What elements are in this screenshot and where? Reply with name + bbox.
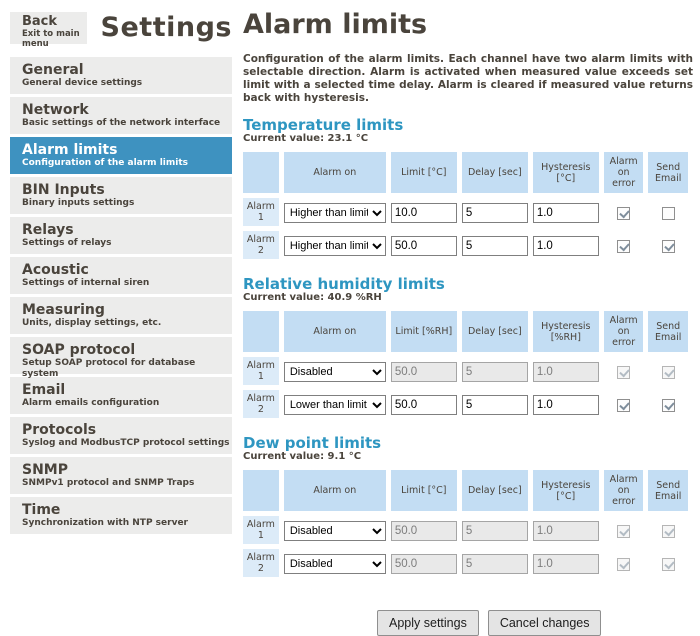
col-header-alarm-on-error: Alarm on error (604, 470, 644, 511)
page-description: Configuration of the alarm limits. Each channel have two alarm limits with selectable direction. Alarm is activated when measured value exceeds set limit with a selected time delay. Alarm is cleared if measured value returns back with hysteresis. (243, 53, 693, 104)
sidebar-item-title: General (22, 62, 84, 78)
col-header-hysteresis: Hysteresis [°C] (533, 470, 599, 511)
sidebar-item-title: SOAP protocol (22, 342, 136, 358)
send-email-checkbox[interactable] (662, 207, 675, 220)
sidebar-item-snmp[interactable] (10, 457, 232, 494)
sidebar-item-subtitle: Binary inputs settings (22, 198, 135, 208)
section-title: Relative humidity limits (243, 275, 445, 293)
table-row (243, 390, 688, 418)
alarm-on-select[interactable] (284, 362, 386, 382)
alarm-on-select[interactable] (284, 236, 386, 256)
alarm-on-error-checkbox[interactable] (617, 558, 630, 571)
alarm-on-select[interactable] (284, 554, 386, 574)
table-row (243, 357, 688, 385)
table-header-row (243, 311, 688, 352)
sidebar-item-subtitle: Settings of internal siren (22, 278, 150, 288)
sidebar-item-title: Network (22, 102, 89, 118)
humidity-limits-table (238, 306, 693, 423)
hysteresis-input[interactable] (533, 236, 599, 256)
hysteresis-input[interactable] (533, 395, 599, 415)
send-email-checkbox[interactable] (662, 399, 675, 412)
alarm-on-select[interactable] (284, 395, 386, 415)
sidebar-item-title: SNMP (22, 462, 68, 478)
row-label: Alarm 1 (243, 357, 279, 385)
table-row (243, 516, 688, 544)
back-button-title: Back (22, 14, 58, 29)
limit-input[interactable] (391, 521, 457, 541)
sidebar-item-subtitle: Alarm emails configuration (22, 398, 160, 408)
send-email-checkbox[interactable] (662, 366, 675, 379)
limit-input[interactable] (391, 203, 457, 223)
left-column (10, 12, 232, 537)
col-header-delay: Delay [sec] (462, 311, 528, 352)
hysteresis-input[interactable] (533, 203, 599, 223)
delay-input[interactable] (462, 203, 528, 223)
delay-input[interactable] (462, 236, 528, 256)
sidebar-item-subtitle: Syslog and ModbusTCP protocol settings (22, 438, 230, 448)
table-header-row (243, 470, 688, 511)
table-header-row (243, 152, 688, 193)
row-label: Alarm 2 (243, 390, 279, 418)
delay-input[interactable] (462, 554, 528, 574)
sidebar-menu (10, 57, 232, 534)
sidebar-item-acoustic[interactable] (10, 257, 232, 294)
col-header-hysteresis: Hysteresis [%RH] (533, 311, 599, 352)
col-header-alarm-on: Alarm on (284, 470, 386, 511)
cancel-changes-button[interactable]: Cancel changes (488, 610, 602, 636)
section-title: Dew point limits (243, 434, 382, 452)
button-row (377, 610, 693, 636)
alarm-on-error-checkbox[interactable] (617, 207, 630, 220)
dew-point-limits-table (238, 465, 693, 582)
alarm-on-error-checkbox[interactable] (617, 366, 630, 379)
col-header-send-email: Send Email (648, 311, 688, 352)
col-header-limit: Limit [%RH] (391, 311, 457, 352)
sidebar-item-title: Relays (22, 222, 74, 238)
sidebar-item-measuring[interactable] (10, 297, 232, 334)
hysteresis-input[interactable] (533, 521, 599, 541)
table-row (243, 231, 688, 259)
temperature-limits-section (243, 117, 693, 264)
sidebar-item-title: BIN Inputs (22, 182, 105, 198)
limit-input[interactable] (391, 395, 457, 415)
delay-input[interactable] (462, 362, 528, 382)
col-header-send-email: Send Email (648, 470, 688, 511)
col-header-delay: Delay [sec] (462, 152, 528, 193)
sidebar-item-relays[interactable] (10, 217, 232, 254)
row-label: Alarm 2 (243, 549, 279, 577)
limit-input[interactable] (391, 554, 457, 574)
col-header-alarm-on: Alarm on (284, 152, 386, 193)
delay-input[interactable] (462, 395, 528, 415)
col-header-hysteresis: Hysteresis [°C] (533, 152, 599, 193)
sidebar-item-title: Measuring (22, 302, 105, 318)
send-email-checkbox[interactable] (662, 558, 675, 571)
corner-cell (243, 311, 279, 352)
dew-point-limits-section (243, 435, 693, 582)
send-email-checkbox[interactable] (662, 525, 675, 538)
row-label: Alarm 1 (243, 198, 279, 226)
alarm-on-error-checkbox[interactable] (617, 399, 630, 412)
delay-input[interactable] (462, 521, 528, 541)
sidebar-item-subtitle: SNMPv1 protocol and SNMP Traps (22, 478, 195, 488)
page-title: Alarm limits (243, 9, 428, 40)
send-email-checkbox[interactable] (662, 240, 675, 253)
current-value: Current value: 9.1 °C (243, 451, 362, 462)
sidebar-item-title: Acoustic (22, 262, 89, 278)
alarm-on-select[interactable] (284, 521, 386, 541)
sidebar-item-soap-protocol[interactable] (10, 337, 232, 379)
sidebar-item-subtitle: Setup SOAP protocol for database system (22, 358, 196, 379)
sidebar-item-subtitle: Configuration of the alarm limits (22, 158, 188, 168)
col-header-send-email: Send Email (648, 152, 688, 193)
sidebar-item-subtitle: Synchronization with NTP server (22, 518, 188, 528)
sidebar-item-title: Protocols (22, 422, 97, 438)
col-header-alarm-on-error: Alarm on error (604, 152, 644, 193)
col-header-limit: Limit [°C] (391, 152, 457, 193)
sidebar-item-title: Time (22, 502, 61, 518)
col-header-alarm-on-error: Alarm on error (604, 311, 644, 352)
sidebar-item-protocols[interactable] (10, 417, 232, 454)
back-button-subtitle: Exit to main menu (22, 29, 80, 49)
col-header-delay: Delay [sec] (462, 470, 528, 511)
limit-input[interactable] (391, 362, 457, 382)
humidity-limits-section (243, 276, 693, 423)
limit-input[interactable] (391, 236, 457, 256)
sidebar-item-title: Alarm limits (22, 142, 118, 158)
sidebar-item-title: Email (22, 382, 66, 398)
sidebar-item-subtitle: General device settings (22, 78, 143, 88)
hysteresis-input[interactable] (533, 554, 599, 574)
top-row (10, 12, 232, 49)
sidebar-item-general[interactable] (10, 57, 232, 94)
section-title: Temperature limits (243, 116, 404, 134)
apply-settings-button[interactable]: Apply settings (377, 610, 479, 636)
settings-heading: Settings (100, 12, 232, 43)
row-label: Alarm 2 (243, 231, 279, 259)
table-row (243, 549, 688, 577)
sidebar-item-network[interactable] (10, 97, 232, 134)
back-button[interactable] (10, 12, 87, 49)
current-value: Current value: 23.1 °C (243, 133, 369, 144)
sidebar-item-time[interactable] (10, 497, 232, 534)
col-header-limit: Limit [°C] (391, 470, 457, 511)
sidebar-item-subtitle: Basic settings of the network interface (22, 118, 221, 128)
sidebar-item-subtitle: Units, display settings, etc. (22, 318, 162, 328)
current-value: Current value: 40.9 %RH (243, 292, 382, 303)
hysteresis-input[interactable] (533, 362, 599, 382)
sidebar-item-subtitle: Settings of relays (22, 238, 112, 248)
col-header-alarm-on: Alarm on (284, 311, 386, 352)
sidebar-item-alarm-limits[interactable] (10, 137, 232, 174)
table-row (243, 198, 688, 226)
alarm-on-error-checkbox[interactable] (617, 525, 630, 538)
main-content (243, 10, 693, 636)
corner-cell (243, 470, 279, 511)
alarm-on-error-checkbox[interactable] (617, 240, 630, 253)
temperature-limits-table (238, 147, 693, 264)
corner-cell (243, 152, 279, 193)
sidebar-item-bin-inputs[interactable] (10, 177, 232, 214)
sidebar-item-email[interactable] (10, 377, 232, 414)
alarm-on-select[interactable] (284, 203, 386, 223)
row-label: Alarm 1 (243, 516, 279, 544)
